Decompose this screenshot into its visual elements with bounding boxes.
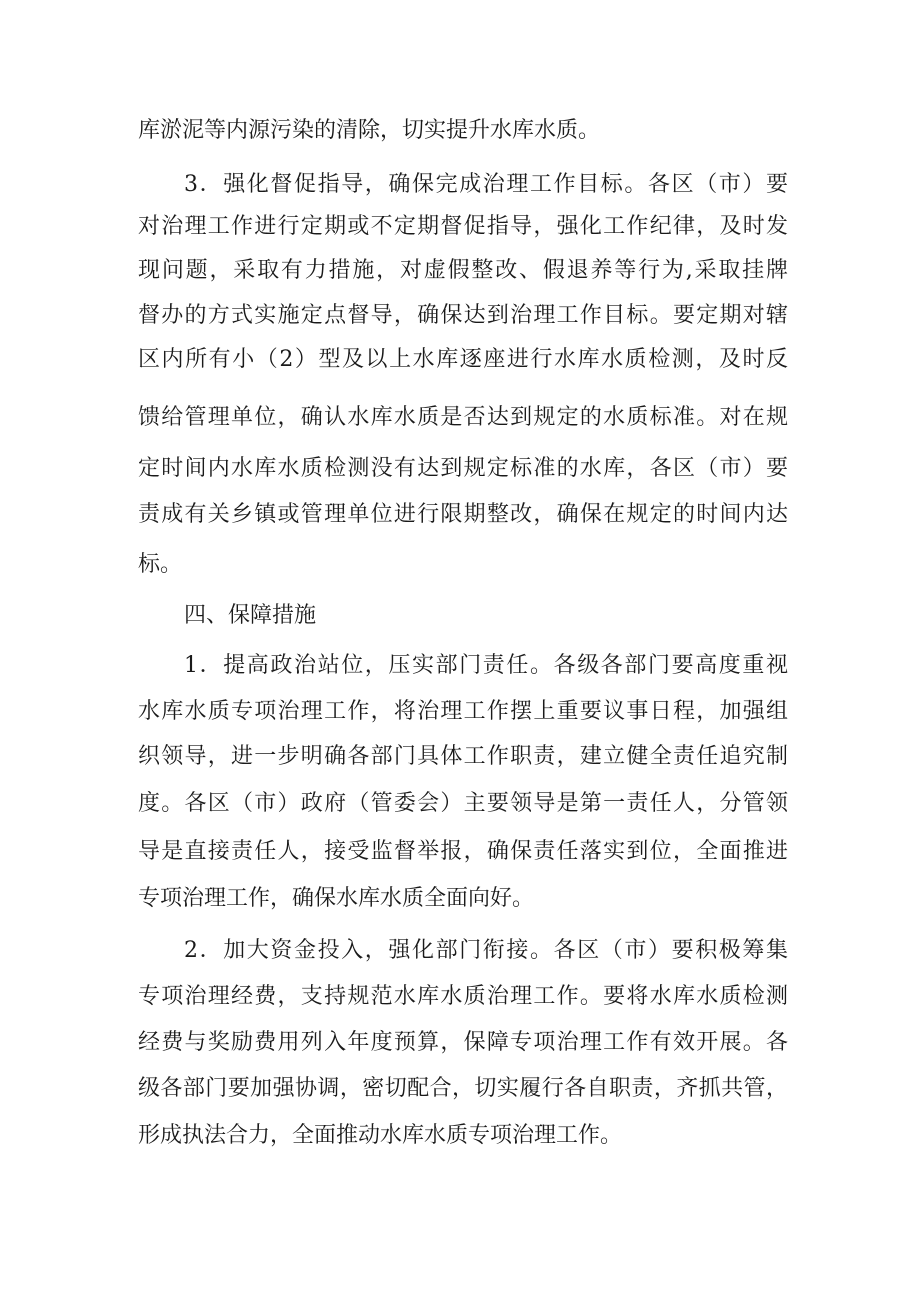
text-line: 区内所有小（2）型及以上水库逐座进行水库水质检测，及时反	[138, 347, 788, 372]
text-line: 度。各区（市）政府（管委会）主要领导是第一责任人，分管领	[138, 791, 788, 816]
section-heading: 四、保障措施	[184, 603, 317, 628]
text-line: 定时间内水库水质检测没有达到规定标准的水库，各区（市）要	[138, 456, 788, 481]
text-line: 织领导，进一步明确各部门具体工作职责，建立健全责任追究制	[138, 744, 788, 769]
text-line: 级各部门要加强协调，密切配合，切实履行各自职责，齐抓共管，	[138, 1076, 788, 1101]
text-line: 库淤泥等内源污染的清除，切实提升水库水质。	[138, 118, 601, 143]
text-line: 责成有关乡镇或管理单位进行限期整改，确保在规定的时间内达	[138, 502, 788, 527]
text-line: 1．提高政治站位，压实部门责任。各级各部门要高度重视	[184, 653, 788, 678]
text-line: 标。	[138, 552, 183, 577]
text-line: 专项治理工作，确保水库水质全面向好。	[138, 886, 535, 911]
text-line: 水库水质专项治理工作，将治理工作摆上重要议事日程，加强组	[138, 699, 788, 724]
text-line: 导是直接责任人，接受监督举报，确保责任落实到位，全面推进	[138, 839, 788, 864]
text-line: 经费与奖励费用列入年度预算，保障专项治理工作有效开展。各	[138, 1030, 788, 1055]
text-line: 2．加大资金投入，强化部门衔接。各区（市）要积极筹集	[184, 938, 788, 963]
text-line: 现问题，采取有力措施，对虚假整改、假退养等行为,采取挂牌	[138, 258, 788, 283]
text-line: 3．强化督促指导，确保完成治理工作目标。各区（市）要	[184, 172, 788, 197]
text-line: 馈给管理单位，确认水库水质是否达到规定的水质标准。对在规	[138, 405, 788, 430]
text-line: 专项治理经费，支持规范水库水质治理工作。要将水库水质检测	[138, 984, 788, 1009]
text-line: 督办的方式实施定点督导，确保达到治理工作目标。要定期对辖	[138, 303, 788, 328]
text-line: 形成执法合力，全面推动水库水质专项治理工作。	[138, 1123, 623, 1148]
text-line: 对治理工作进行定期或不定期督促指导，强化工作纪律，及时发	[138, 214, 788, 239]
